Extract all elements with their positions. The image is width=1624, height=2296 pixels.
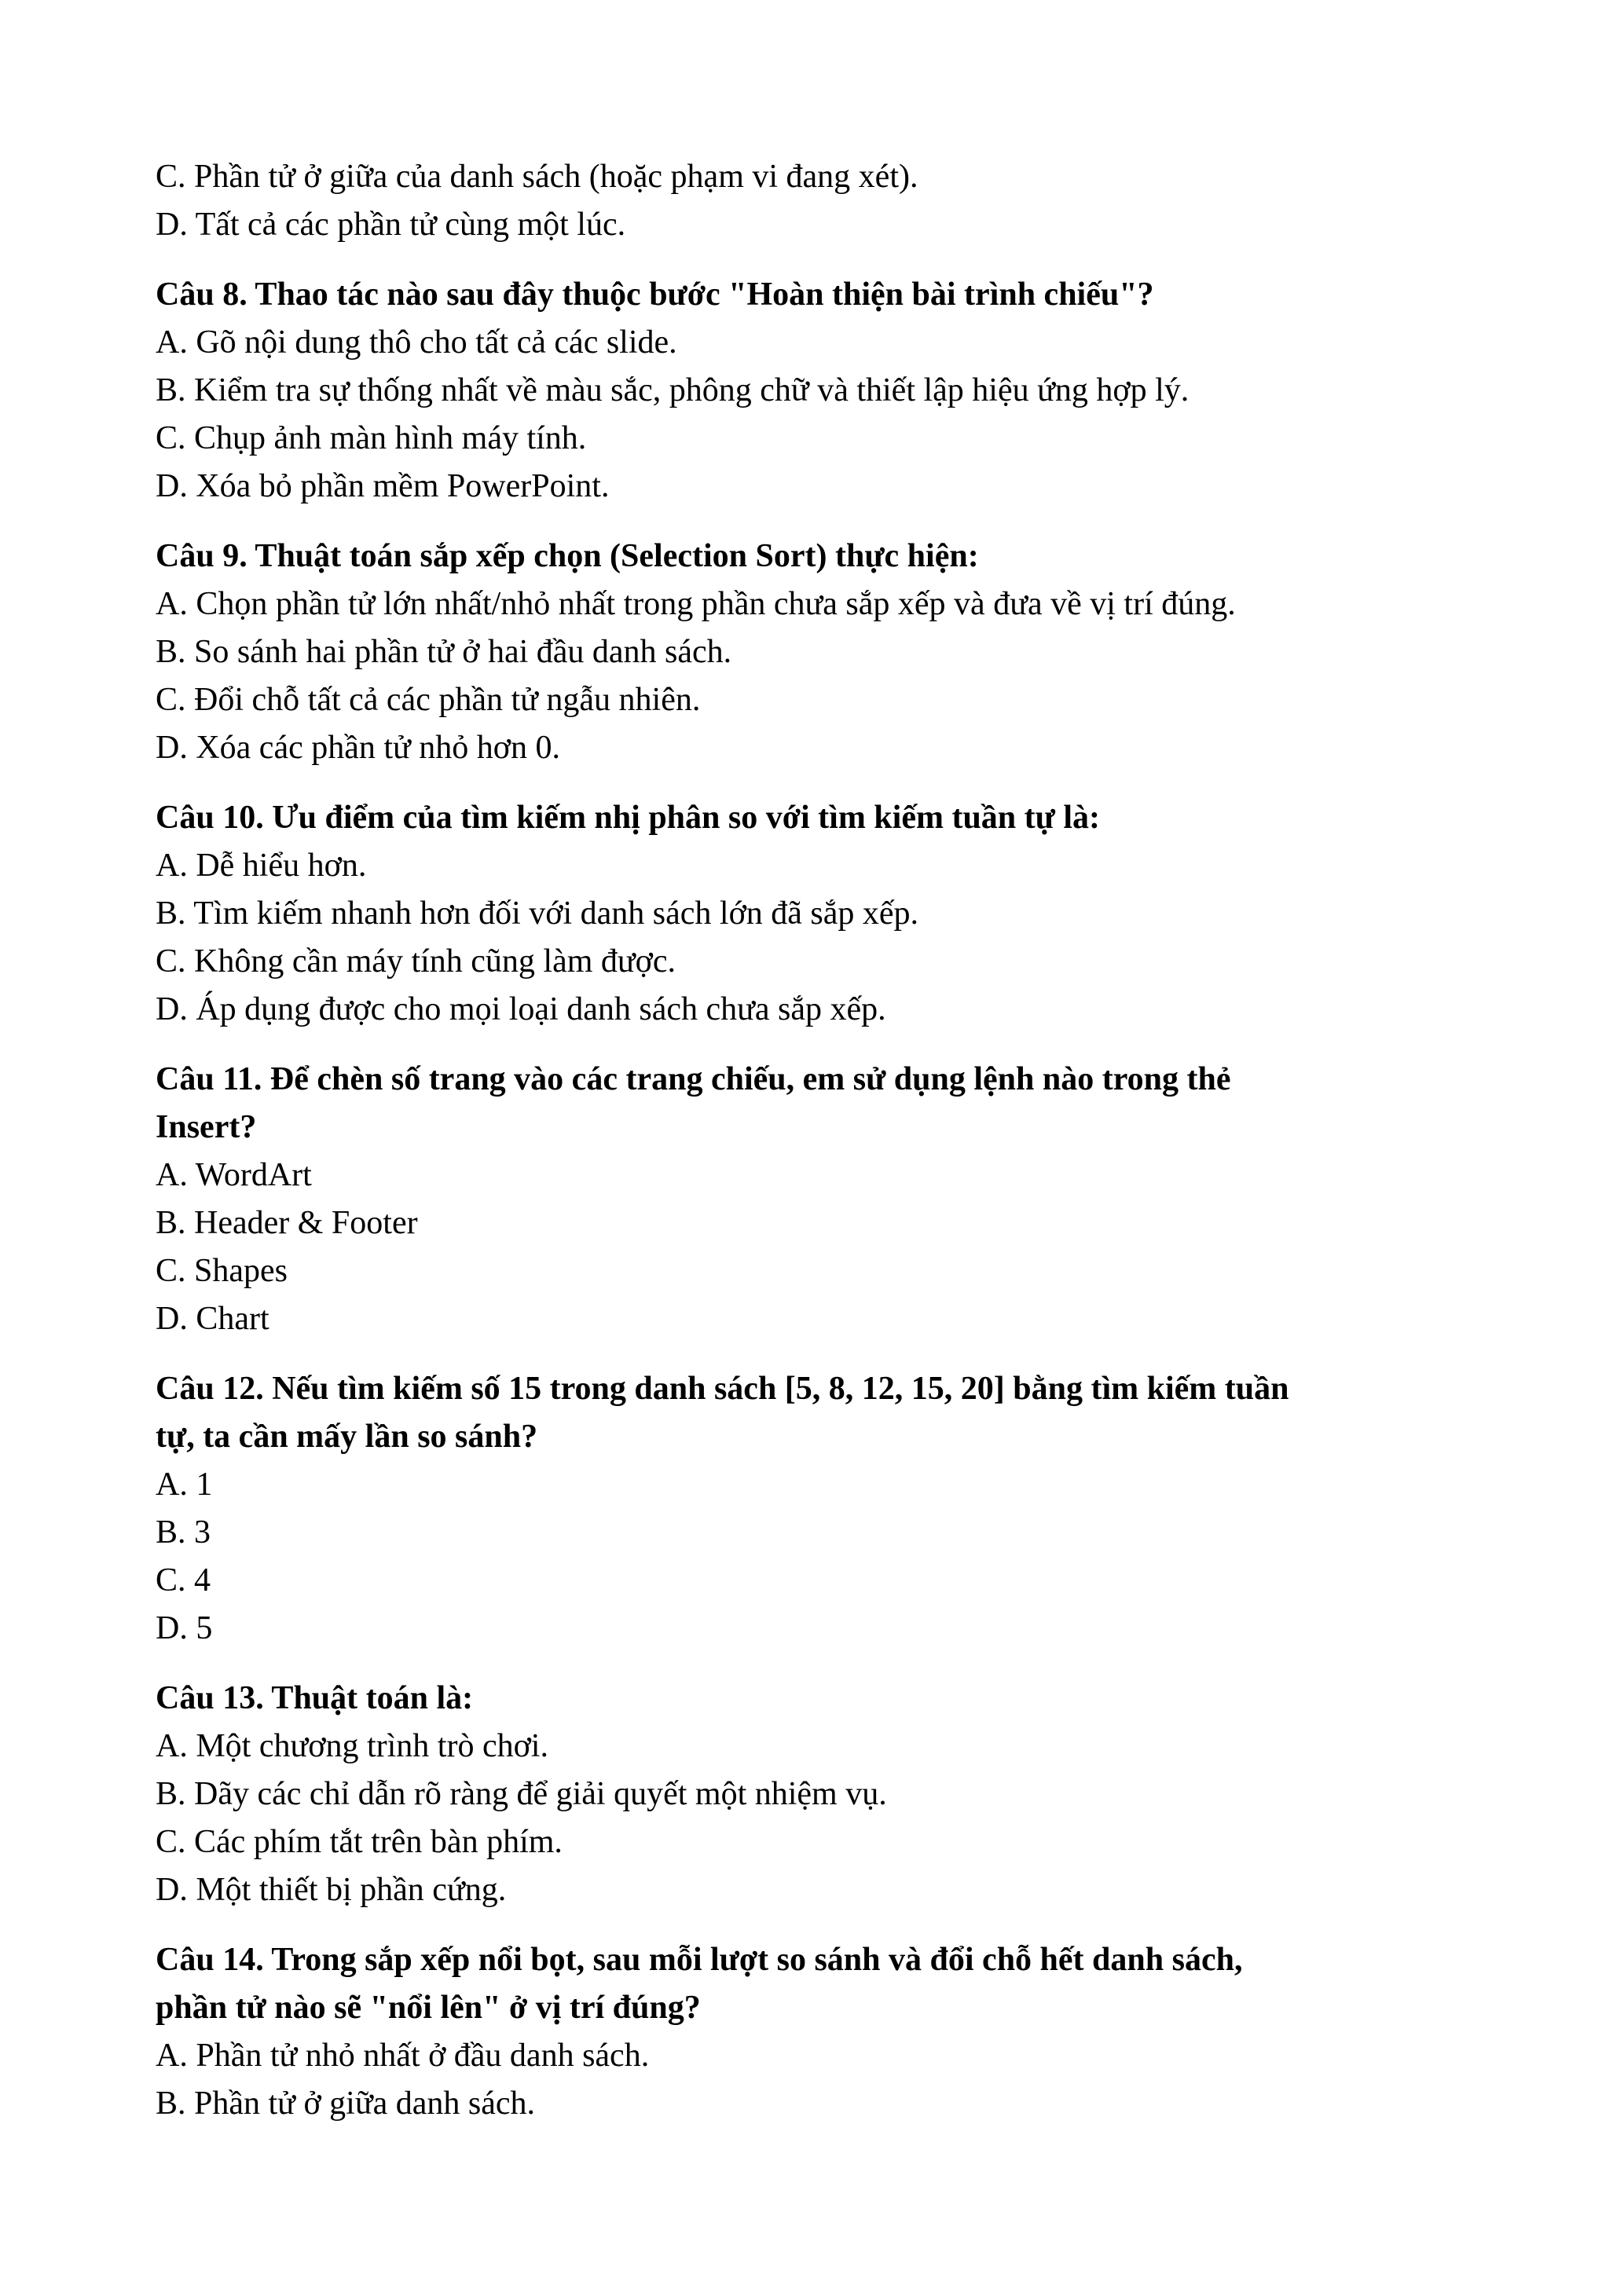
answer-option: B. 3 bbox=[156, 1514, 211, 1551]
question-block-q11 bbox=[156, 1056, 1507, 1343]
answer-option: A. Phần tử nhỏ nhất ở đầu danh sách. bbox=[156, 2038, 650, 2074]
answer-option: D. Một thiết bị phần cứng. bbox=[156, 1872, 507, 1908]
answer-option: B. Phần tử ở giữa danh sách. bbox=[156, 2085, 535, 2122]
answer-option: D. 5 bbox=[156, 1610, 213, 1646]
answer-option: A. Dễ hiểu hơn. bbox=[156, 848, 367, 884]
answer-option: A. Gõ nội dung thô cho tất cả các slide. bbox=[156, 324, 677, 361]
answer-option: B. Dãy các chỉ dẫn rõ ràng để giải quyết một nhiệm vụ. bbox=[156, 1776, 887, 1812]
question-text: Câu 14. Trong sắp xếp nổi bọt, sau mỗi lượt so sánh và đổi chỗ hết danh sách, bbox=[156, 1942, 1243, 1978]
answer-option: B. Kiểm tra sự thống nhất về màu sắc, phông chữ và thiết lập hiệu ứng hợp lý. bbox=[156, 372, 1190, 408]
question-text: Câu 11. Để chèn số trang vào các trang chiếu, em sử dụng lệnh nào trong thẻ bbox=[156, 1061, 1231, 1097]
question-block-q8 bbox=[156, 271, 1507, 511]
answer-option: C. Đổi chỗ tất cả các phần tử ngẫu nhiên. bbox=[156, 682, 701, 718]
document-page bbox=[156, 153, 1507, 2128]
question-text: Câu 12. Nếu tìm kiếm số 15 trong danh sách [5, 8, 12, 15, 20] bằng tìm kiếm tuần bbox=[156, 1371, 1289, 1407]
answer-option: B. Header & Footer bbox=[156, 1205, 418, 1241]
question-block-cont bbox=[156, 153, 1507, 249]
answer-option: A. Một chương trình trò chơi. bbox=[156, 1728, 548, 1764]
answer-option: B. So sánh hai phần tử ở hai đầu danh sách. bbox=[156, 634, 732, 670]
answer-option: A. Chọn phần tử lớn nhất/nhỏ nhất trong phần chưa sắp xếp và đưa về vị trí đúng. bbox=[156, 586, 1236, 622]
answer-option: C. Chụp ảnh màn hình máy tính. bbox=[156, 420, 587, 456]
question-text: Câu 8. Thao tác nào sau đây thuộc bước "Hoàn thiện bài trình chiếu"? bbox=[156, 276, 1154, 313]
answer-option: A. 1 bbox=[156, 1467, 213, 1503]
question-text: phần tử nào sẽ "nổi lên" ở vị trí đúng? bbox=[156, 1990, 701, 2026]
question-text: Câu 10. Ưu điểm của tìm kiếm nhị phân so với tìm kiếm tuần tự là: bbox=[156, 800, 1101, 836]
answer-option: D. Xóa bỏ phần mềm PowerPoint. bbox=[156, 468, 610, 504]
question-block-q10 bbox=[156, 794, 1507, 1034]
answer-option: C. Các phím tắt trên bàn phím. bbox=[156, 1824, 563, 1860]
question-block-q12 bbox=[156, 1365, 1507, 1653]
answer-option: C. Không cần máy tính cũng làm được. bbox=[156, 943, 676, 980]
question-text: Câu 13. Thuật toán là: bbox=[156, 1680, 474, 1716]
answer-option: D. Chart bbox=[156, 1301, 269, 1337]
question-block-q13 bbox=[156, 1675, 1507, 1914]
answer-option: C. Phần tử ở giữa của danh sách (hoặc phạm vi đang xét). bbox=[156, 159, 918, 195]
question-text: tự, ta cần mấy lần so sánh? bbox=[156, 1419, 538, 1455]
question-text: Insert? bbox=[156, 1109, 257, 1145]
answer-option: C. Shapes bbox=[156, 1253, 288, 1289]
question-block-q9 bbox=[156, 533, 1507, 772]
answer-option: B. Tìm kiếm nhanh hơn đối với danh sách lớn đã sắp xếp. bbox=[156, 895, 919, 932]
question-text: Câu 9. Thuật toán sắp xếp chọn (Selection Sort) thực hiện: bbox=[156, 538, 979, 574]
answer-option: A. WordArt bbox=[156, 1157, 312, 1193]
answer-option: D. Xóa các phần tử nhỏ hơn 0. bbox=[156, 730, 561, 766]
answer-option: D. Áp dụng được cho mọi loại danh sách chưa sắp xếp. bbox=[156, 991, 886, 1027]
question-block-q14 bbox=[156, 1936, 1507, 2128]
answer-option: D. Tất cả các phần tử cùng một lúc. bbox=[156, 207, 626, 243]
answer-option: C. 4 bbox=[156, 1562, 211, 1598]
